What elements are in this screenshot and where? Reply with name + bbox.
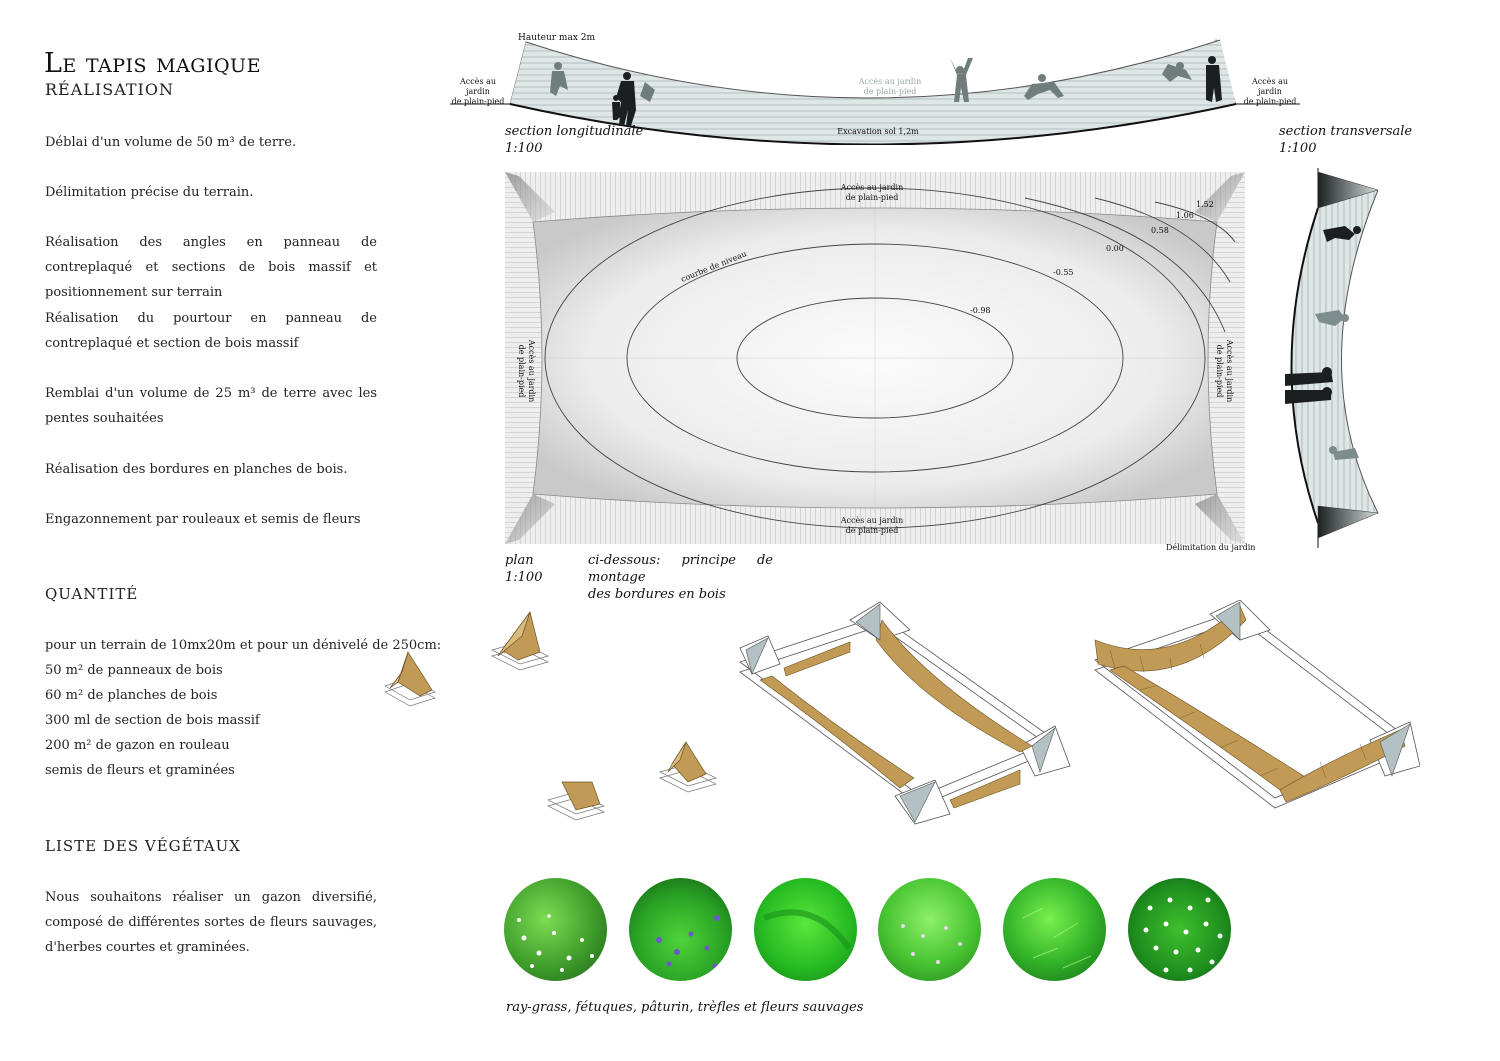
plan-drawing bbox=[505, 172, 1245, 544]
level-label: 0.58 bbox=[1151, 226, 1169, 235]
quantity-item: 60 m² de planches de bois bbox=[45, 688, 218, 703]
access-label-middle: Accès au jardin de plain-pied bbox=[858, 77, 922, 96]
quantity-item: semis de fleurs et graminées bbox=[45, 763, 235, 778]
grass-photo-clover bbox=[1128, 878, 1231, 981]
transverse-section-caption: section transversale 1:100 bbox=[1279, 124, 1413, 156]
page-title: Le tapis magique bbox=[44, 48, 261, 79]
access-label-left: Accès au jardin de plain-pied bbox=[451, 77, 505, 106]
max-height-label: Hauteur max 2m bbox=[518, 33, 596, 43]
grass-photo-wildflowers bbox=[878, 878, 981, 981]
step-3: Réalisation des angles en panneau de contreplaqué et sections de bois massif et positionnement sur terrain bbox=[45, 235, 377, 300]
level-label: 1.52 bbox=[1196, 200, 1214, 209]
step-5: Remblai d'un volume de 25 m³ de terre avec les pentes souhaitées bbox=[45, 386, 377, 426]
assembly-caption: ci-dessous: principe de montage des bordures en bois bbox=[588, 553, 773, 602]
quantity-item: 200 m² de gazon en rouleau bbox=[45, 738, 230, 753]
plan-access-left: Accès au jardin de plain-pied bbox=[517, 339, 536, 403]
quantity-item: 300 ml de section de bois massif bbox=[45, 713, 260, 728]
contour-line-label: courbe de niveau bbox=[679, 249, 748, 284]
level-label: -0.98 bbox=[970, 306, 991, 315]
boundary-label: Délimitation du jardin bbox=[1166, 543, 1256, 552]
level-label: 0.00 bbox=[1106, 244, 1124, 253]
step-7: Engazonnement par rouleaux et semis de fleurs bbox=[45, 512, 361, 527]
quantity-intro: pour un terrain de 10mx20m et pour un dénivelé de 250cm: bbox=[45, 638, 442, 653]
transverse-section-drawing bbox=[1275, 168, 1390, 548]
step-2: Délimitation précise du terrain. bbox=[45, 185, 254, 200]
level-label: 1.06 bbox=[1176, 211, 1194, 220]
access-label-right: Accès au jardin de plain-pied bbox=[1243, 77, 1297, 106]
plants-description: Nous souhaitons réaliser un gazon diversifié, composé de différentes sortes de fleurs sauvages, d'herbes courtes et graminées. bbox=[45, 890, 377, 955]
plan-access-right: Accès au jardin de plain-pied bbox=[1215, 339, 1234, 403]
quantity-heading: QUANTITÉ bbox=[45, 585, 139, 603]
quantity-item: 50 m² de panneaux de bois bbox=[45, 663, 223, 678]
level-label: -0.55 bbox=[1053, 268, 1074, 277]
plan-access-top: Accès au jardin de plain-pied bbox=[840, 183, 904, 202]
grass-photo-paturin bbox=[754, 878, 857, 981]
plan-caption: plan 1:100 bbox=[505, 553, 543, 585]
grass-photo-fine-grass bbox=[1003, 878, 1106, 981]
step-4: Réalisation du pourtour en panneau de contreplaqué et section de bois massif bbox=[45, 311, 377, 351]
plan-access-bottom: Accès au jardin de plain-pied bbox=[840, 516, 904, 535]
longitudinal-section-caption: section longitudinale 1:100 bbox=[505, 124, 644, 156]
plants-caption: ray-grass, fétuques, pâturin, trèfles et fleurs sauvages bbox=[506, 1000, 864, 1015]
grass-photo-fetuques bbox=[629, 878, 732, 981]
grass-photo-ray-grass bbox=[504, 878, 607, 981]
step-6: Réalisation des bordures en planches de bois. bbox=[45, 462, 348, 477]
step-1: Déblai d'un volume de 50 m³ de terre. bbox=[45, 135, 297, 150]
assembly-diagram bbox=[380, 600, 1420, 835]
excavation-label: Excavation sol 1,2m bbox=[837, 127, 919, 136]
page-subtitle: RÉALISATION bbox=[45, 80, 174, 99]
plants-heading: LISTE DES VÉGÉTAUX bbox=[45, 837, 241, 855]
